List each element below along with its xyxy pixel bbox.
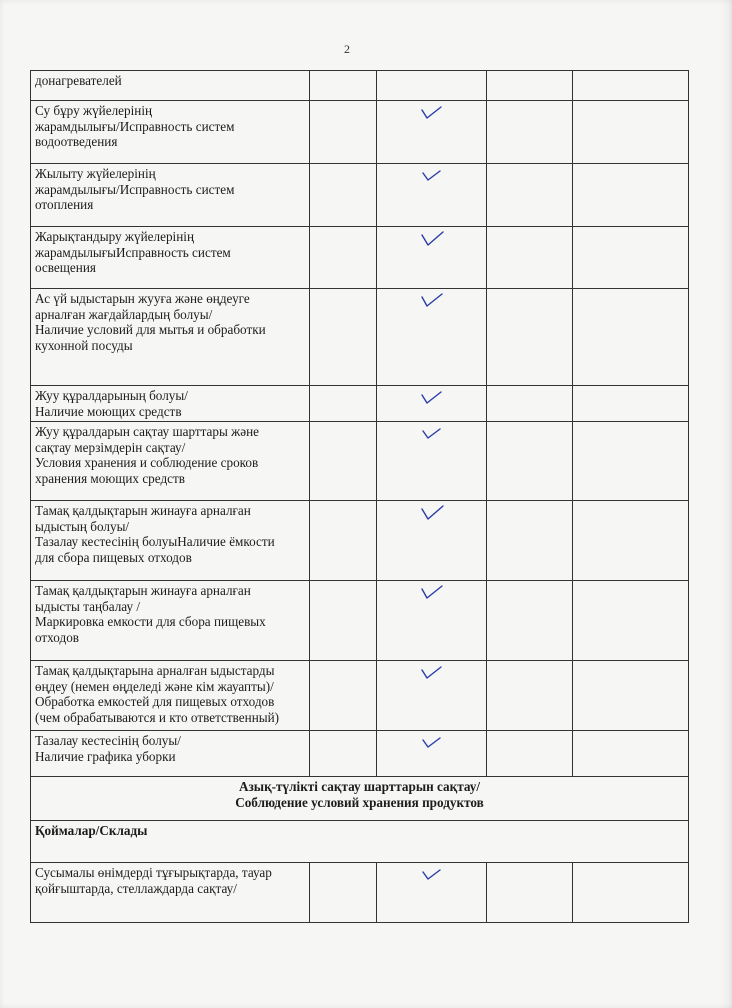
criterion-text-line: для сбора пищевых отходов — [35, 549, 192, 565]
criterion-text-line: өңдеу (немен өңделеді және кім жауапты)/ — [35, 678, 274, 694]
criterion-text-line: Тазалау кестесінің болуыНаличие ёмкости — [35, 534, 275, 549]
empty-cell-a — [310, 227, 377, 289]
criterion-text-line: Жуу құралдарын сақтау шарттары және — [35, 424, 260, 439]
criterion-text-line: арналған жағдайлардың болуы/ — [35, 306, 213, 322]
empty-cell-b — [487, 731, 573, 777]
table-row — [31, 581, 689, 661]
empty-cell-b — [487, 863, 573, 923]
table-row — [31, 386, 689, 422]
empty-cell-b — [487, 71, 573, 101]
criterion-text-line: Наличие графика уборки — [35, 748, 176, 764]
empty-cell-a — [310, 164, 377, 227]
criterion-text-line: Условия хранения и соблюдение сроков — [35, 455, 259, 470]
criterion-text-line: Тамақ қалдықтарына арналған ыдыстарды — [35, 663, 275, 678]
checklist-table — [30, 70, 689, 923]
criterion-text-line: донагревателей — [35, 73, 122, 88]
criterion-text-line: Маркировка емкости для сбора пищевых — [35, 614, 266, 629]
table-row — [31, 289, 689, 386]
criterion-cell — [31, 501, 310, 581]
criterion-text-line: Обработка емкостей для пищевых отходов — [35, 694, 275, 709]
tick-cell — [377, 71, 487, 101]
empty-cell-c — [573, 581, 689, 661]
tick-cell — [377, 227, 487, 289]
criterion-text-line: водоотведения — [35, 134, 118, 149]
criterion-text-line: жарамдылығыИсправность систем — [35, 244, 231, 260]
table-row — [31, 661, 689, 731]
criterion-text-line: кухонной посуды — [35, 337, 133, 353]
criterion-text-line: Сусымалы өнімдерді тұғырықтарда, тауар — [35, 865, 272, 880]
criterion-cell — [31, 422, 310, 501]
empty-cell-b — [487, 227, 573, 289]
empty-cell-a — [310, 422, 377, 501]
table-row — [31, 422, 689, 501]
subsection-title: Қоймалар/Склады — [31, 821, 689, 863]
criterion-text-line: отопления — [35, 197, 94, 212]
section-header — [31, 777, 689, 821]
criterion-text-line: Жарықтандыру жүйелерінің — [35, 229, 195, 244]
table-row — [31, 731, 689, 777]
tick-cell — [377, 863, 487, 923]
criterion-text-line: отходов — [35, 629, 80, 645]
criterion-cell — [31, 863, 310, 923]
criterion-text-line: ыдыстың болуы/ — [35, 518, 130, 534]
criterion-cell — [31, 164, 310, 227]
table-row — [31, 164, 689, 227]
empty-cell-b — [487, 501, 573, 581]
criterion-text-line: Жуу құралдарының болуы/ — [35, 388, 188, 403]
empty-cell-b — [487, 581, 573, 661]
criterion-text-line: Су бұру жүйелерінің — [35, 103, 153, 118]
tick-cell — [377, 164, 487, 227]
table-row — [31, 501, 689, 581]
section-header-line: Азық-түлікті сақтау шарттарын сақтау/ — [238, 779, 481, 794]
empty-cell-b — [487, 164, 573, 227]
checkmark-icon — [419, 103, 445, 121]
tick-cell — [377, 501, 487, 581]
empty-cell-c — [573, 731, 689, 777]
table-row — [31, 101, 689, 164]
empty-cell-a — [310, 289, 377, 386]
criterion-text-line: жарамдылығы/Исправность систем — [35, 181, 235, 197]
criterion-text-line: (чем обрабатываются и кто ответственный) — [35, 709, 280, 725]
section-header-line: Соблюдение условий хранения продуктов — [235, 794, 484, 810]
page-edge-shadow — [720, 0, 732, 1008]
empty-cell-c — [573, 71, 689, 101]
criterion-cell — [31, 731, 310, 777]
empty-cell-b — [487, 101, 573, 164]
section-header-row — [31, 777, 689, 821]
tick-cell — [377, 581, 487, 661]
tick-cell — [377, 386, 487, 422]
empty-cell-a — [310, 101, 377, 164]
page-number: 2 — [344, 42, 350, 56]
tick-cell — [377, 289, 487, 386]
criterion-text-line: жарамдылығы/Исправность систем — [35, 118, 235, 134]
empty-cell-a — [310, 863, 377, 923]
tick-cell — [377, 731, 487, 777]
empty-cell-c — [573, 863, 689, 923]
criterion-cell — [31, 227, 310, 289]
criterion-text-line: Наличие условий для мытья и обработки — [35, 322, 266, 337]
criterion-text-line: освещения — [35, 260, 96, 275]
empty-cell-c — [573, 661, 689, 731]
empty-cell-b — [487, 422, 573, 501]
empty-cell-a — [310, 581, 377, 661]
checkmark-icon — [419, 663, 445, 681]
empty-cell-c — [573, 386, 689, 422]
tick-cell — [377, 101, 487, 164]
empty-cell-a — [310, 661, 377, 731]
tick-cell — [377, 422, 487, 501]
empty-cell-c — [573, 164, 689, 227]
empty-cell-a — [310, 386, 377, 422]
checkmark-icon — [419, 388, 445, 406]
criterion-text-line: ыдысты таңбалау / — [35, 598, 141, 614]
empty-cell-b — [487, 661, 573, 731]
table-row — [31, 863, 689, 923]
empty-cell-a — [310, 501, 377, 581]
criterion-text-line: хранения моющих средств — [35, 470, 186, 486]
criterion-text-line: Ас үй ыдыстарын жууға және өңдеуге — [35, 291, 250, 306]
subsection-row — [31, 821, 689, 863]
checkmark-icon — [419, 503, 445, 521]
empty-cell-c — [573, 289, 689, 386]
checkmark-icon — [419, 166, 445, 184]
checkmark-icon — [419, 865, 445, 883]
criterion-cell — [31, 289, 310, 386]
checkmark-icon — [419, 291, 445, 309]
checkmark-icon — [419, 583, 445, 601]
criterion-cell — [31, 101, 310, 164]
empty-cell-c — [573, 101, 689, 164]
criterion-text-line: Наличие моющих средств — [35, 403, 182, 419]
criterion-cell — [31, 581, 310, 661]
criterion-cell — [31, 661, 310, 731]
empty-cell-b — [487, 386, 573, 422]
empty-cell-c — [573, 501, 689, 581]
criterion-text-line: Тазалау кестесінің болуы/ — [35, 733, 181, 748]
empty-cell-c — [573, 422, 689, 501]
table-row — [31, 227, 689, 289]
tick-cell — [377, 661, 487, 731]
criterion-text-line: Жылыту жүйелерінің — [35, 166, 156, 181]
criterion-cell — [31, 386, 310, 422]
empty-cell-a — [310, 71, 377, 101]
checkmark-icon — [419, 229, 445, 247]
empty-cell-c — [573, 227, 689, 289]
empty-cell-b — [487, 289, 573, 386]
criterion-text-line: Тамақ қалдықтарын жинауға арналған — [35, 503, 251, 518]
criterion-text-line: сақтау мерзімдерін сақтау/ — [35, 439, 186, 455]
criterion-text-line: қойғыштарда, стеллаждарда сақтау/ — [35, 880, 237, 896]
checkmark-icon — [419, 733, 445, 751]
criterion-text-line: Тамақ қалдықтарын жинауға арналған — [35, 583, 251, 598]
criterion-cell — [31, 71, 310, 101]
empty-cell-a — [310, 731, 377, 777]
checkmark-icon — [419, 424, 445, 442]
table-row — [31, 71, 689, 101]
